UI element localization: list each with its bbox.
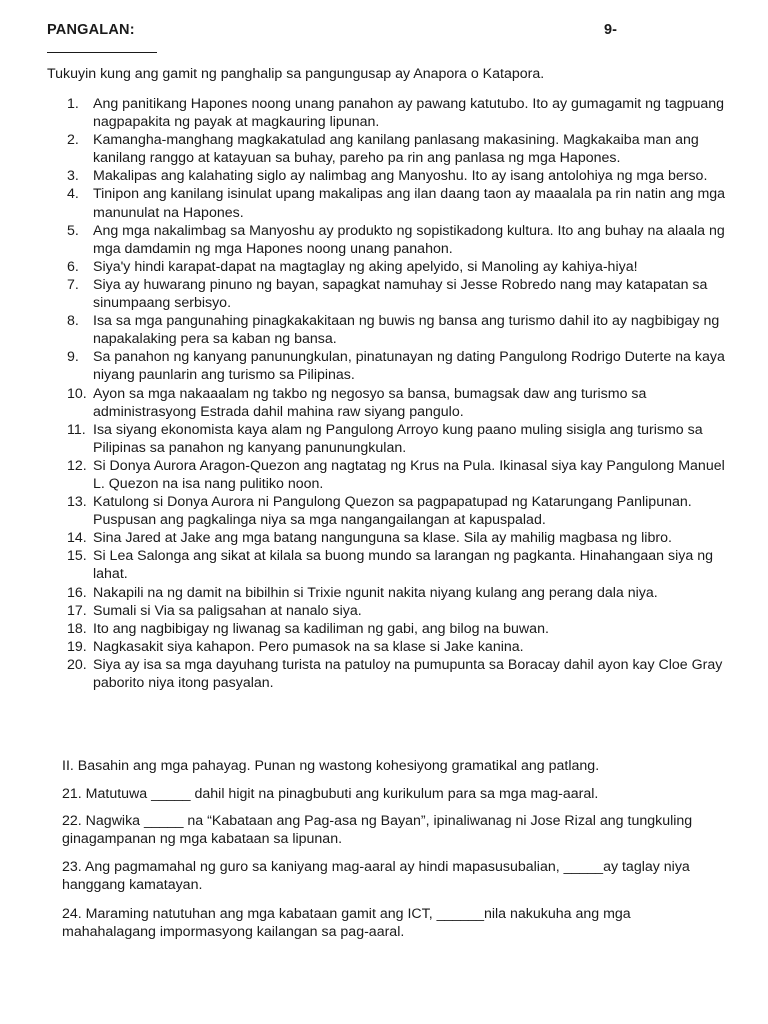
item-number: 14. bbox=[67, 530, 87, 547]
item-number: 10. bbox=[67, 385, 87, 402]
item-text: Katulong si Donya Aurora ni Pangulong Quezon sa pagpapatupad ng Katarungang Panlipunan. Puspusan ang pagkalinga niya sa mga nangangailangan at kapuspalad. bbox=[93, 494, 692, 529]
item-text: Isa sa mga pangunahing pinagkakakitaan ng buwis ng bansa ang turismo dahil ito ay nagbibigay ng napakalaking pera sa kaban ng bansa. bbox=[93, 313, 720, 348]
list-item bbox=[47, 131, 727, 167]
item-number: 18. bbox=[67, 620, 87, 637]
list-item bbox=[47, 602, 727, 620]
list-item bbox=[47, 656, 727, 692]
item-number: 11. bbox=[67, 421, 86, 438]
list-item bbox=[47, 167, 727, 185]
item-number: 4. bbox=[67, 186, 79, 203]
item-number: 1. bbox=[67, 96, 79, 112]
list-item bbox=[47, 348, 727, 384]
grade-label: 9- bbox=[604, 22, 617, 38]
item-number: 9. bbox=[67, 349, 79, 366]
part2-question-24: 24. Maraming natutuhan ang mga kabataan gamit ang ICT, ______nila nakukuha ang mga mahahalagang impormasyong kailangan sa pag-aaral. bbox=[62, 906, 631, 941]
list-item bbox=[47, 547, 727, 583]
item-text: Sumali si Via sa paligsahan at nanalo siya. bbox=[93, 602, 362, 619]
item-number: 2. bbox=[67, 132, 79, 149]
part1-question-list bbox=[47, 95, 727, 692]
item-text: Nagkasakit siya kahapon. Pero pumasok na sa klase si Jake kanina. bbox=[93, 638, 524, 655]
item-text: Si Lea Salonga ang sikat at kilala sa buong mundo sa larangan ng pagkanta. Hinahangaan siya ng lahat. bbox=[93, 548, 713, 583]
item-text: Sina Jared at Jake ang mga batang nangunguna sa klase. Sila ay mahilig magbasa ng libro. bbox=[93, 530, 672, 547]
list-item bbox=[47, 312, 727, 348]
item-number: 5. bbox=[67, 222, 79, 239]
instructions: Tukuyin kung ang gamit ng panghalip sa pangungusap ay Anapora o Katapora. bbox=[47, 66, 545, 82]
item-text: Siya ay huwarang pinuno ng bayan, sapagkat namuhay si Jesse Robredo nang may katapatan sa sinumpaang serbisyo. bbox=[93, 276, 708, 312]
item-number: 20. bbox=[67, 656, 87, 673]
item-text: Kamangha-manghang magkakatulad ang kanilang panlasang makasining. Magkakaiba man ang kanilang ranggo at katayuan sa buhay, pareho pa rin ang panlasa ng mga Hapones. bbox=[93, 132, 699, 167]
part2-question-22: 22. Nagwika _____ na “Kabataan ang Pag-asa ng Bayan”, ipinaliwanag ni Jose Rizal ang tungkuling ginagampanan ng mga kabataan sa lipunan. bbox=[62, 813, 693, 848]
item-number: 15. bbox=[67, 548, 87, 565]
list-item bbox=[47, 421, 727, 457]
item-text: Si Donya Aurora Aragon-Quezon ang nagtatag ng Krus na Pula. Ikinasal siya kay Pangulong Manuel L. Quezon na isa nang pulitiko noon. bbox=[93, 457, 725, 492]
item-number: 12. bbox=[67, 457, 87, 474]
item-text: Tinipon ang kanilang isinulat upang makalipas ang ilan daang taon ay maaalala pa rin natin ang mga manunulat na Hapones. bbox=[93, 186, 726, 221]
list-item bbox=[47, 95, 727, 131]
list-item bbox=[47, 222, 727, 258]
item-text: Ito ang nagbibigay ng liwanag sa kadiliman ng gabi, ang bilog na buwan. bbox=[93, 620, 549, 637]
item-number: 16. bbox=[67, 584, 87, 601]
item-number: 8. bbox=[67, 313, 79, 330]
list-item bbox=[47, 584, 727, 602]
list-item bbox=[47, 185, 727, 221]
list-item bbox=[47, 493, 727, 529]
list-item bbox=[47, 638, 727, 656]
list-item bbox=[47, 385, 727, 421]
item-text: Siya'y hindi karapat-dapat na magtaglay ng aking apelyido, si Manoling ay kahiya-hiya! bbox=[93, 258, 638, 275]
item-text: Makalipas ang kalahating siglo ay nalimbag ang Manyoshu. Ito ay isang antolohiya ng mga berso. bbox=[93, 168, 708, 185]
item-number: 19. bbox=[67, 638, 87, 655]
list-item bbox=[47, 258, 727, 276]
item-number: 3. bbox=[67, 168, 79, 185]
name-blank-line bbox=[47, 52, 157, 53]
section2-heading: II. Basahin ang mga pahayag. Punan ng wastong kohesiyong gramatikal ang patlang. bbox=[62, 758, 600, 774]
list-item bbox=[47, 276, 727, 312]
list-item bbox=[47, 620, 727, 638]
item-number: 13. bbox=[67, 494, 87, 511]
item-text: Siya ay isa sa mga dayuhang turista na patuloy na pumupunta sa Boracay dahil ayon kay Cloe Gray paborito niya itong pasyalan. bbox=[93, 656, 723, 691]
list-item bbox=[47, 529, 727, 547]
item-text: Ang panitikang Hapones noong unang panahon ay pawang katutubo. Ito ay gumagamit ng tagpuang nagpapakita ng payak at magkauring lipunan. bbox=[93, 96, 725, 131]
list-item bbox=[47, 457, 727, 493]
item-number: 17. bbox=[67, 602, 87, 619]
name-label: PANGALAN: bbox=[47, 22, 135, 38]
item-number: 7. bbox=[67, 276, 79, 293]
part2-question-23: 23. Ang pagmamahal ng guro sa kaniyang mag-aaral ay hindi mapasusubalian, _____ay taglay niya hanggang kamatayan. bbox=[62, 859, 690, 894]
item-number: 6. bbox=[67, 258, 79, 275]
header-row bbox=[47, 22, 627, 42]
part2-question-21: 21. Matutuwa _____ dahil higit na pinagbubuti ang kurikulum para sa mga mag-aaral. bbox=[62, 786, 599, 802]
item-text: Sa panahon ng kanyang panunungkulan, pinatunayan ng dating Pangulong Rodrigo Duterte na kaya niyang paunlarin ang turismo sa Pilipinas. bbox=[93, 349, 725, 384]
item-text: Ayon sa mga nakaaalam ng takbo ng negosyo sa bansa, bumagsak daw ang turismo sa administrasyong Estrada dahil mahina raw siyang pangulo. bbox=[93, 385, 647, 420]
item-text: Isa siyang ekonomista kaya alam ng Pangulong Arroyo kung paano muling sisigla ang turismo sa Pilipinas sa panahon ng kanyang panunungkulan. bbox=[93, 421, 703, 456]
item-text: Nakapili na ng damit na bibilhin si Trixie ngunit nakita niyang kulang ang perang dala niya. bbox=[93, 584, 658, 601]
item-text: Ang mga nakalimbag sa Manyoshu ay produkto ng sopistikadong kultura. Ito ang buhay na alaala ng mga damdamin ng mga Hapones noong unang panahon. bbox=[93, 222, 725, 257]
